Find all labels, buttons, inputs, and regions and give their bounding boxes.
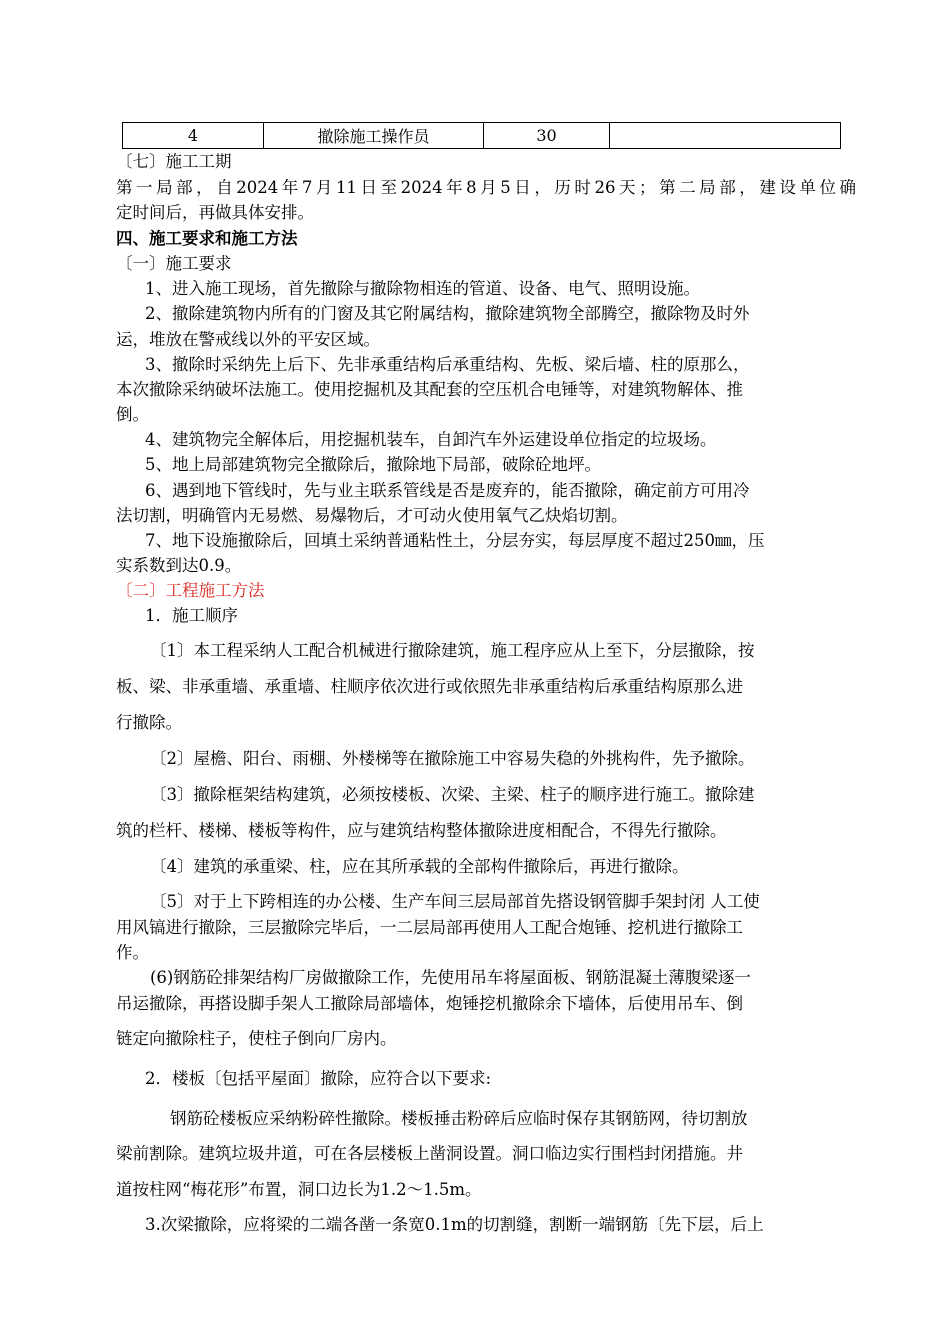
text-line: 本次撤除采纳破坏法施工。使用挖掘机及其配套的空压机合电锤等，对建筑物解体、推	[116, 380, 743, 399]
subsection-heading: 1．施工顺序	[145, 606, 238, 625]
text-line: 〔1〕本工程采纳人工配合机械进行撤除建筑，施工程序应从上至下，分层撤除，按	[150, 641, 755, 660]
text-line: 法切割，明确管内无易燃、易爆物后，才可动火使用氧气乙炔焰切割。	[116, 506, 628, 525]
text-line: 1、进入施工现场，首先撤除与撤除物相连的管道、设备、电气、照明设施。	[145, 279, 700, 298]
table-row	[123, 123, 841, 149]
table-cell-role: 撤除施工操作员	[264, 123, 484, 149]
text-line: 板、梁、非承重墙、承重墙、柱顺序依次进行或依照先非承重结构后承重结构原那么进	[116, 677, 743, 696]
text-line: 实系数到达0.9。	[116, 556, 242, 575]
text-line: 钢筋砼楼板应采纳粉碎性撤除。楼板捶击粉碎后应临时保存其钢筋网，待切割放	[170, 1109, 748, 1128]
subsection-heading: 2．楼板〔包括平屋面〕撤除，应符合以下要求:	[145, 1069, 492, 1088]
text-line: 梁前割除。建筑垃圾井道，可在各层楼板上凿洞设置。洞口临边实行围档封闭措施。井	[116, 1144, 743, 1163]
text-line: 定时间后，再做具体安排。	[116, 203, 314, 222]
table-cell-number: 4	[123, 123, 264, 149]
text-line: 7、地下设施撤除后，回填土采纳普通粘性土，分层夯实，每层厚度不超过250㎜，压	[145, 531, 765, 550]
text-line: 吊运撤除，再搭设脚手架人工撤除局部墙体，炮锤挖机撤除余下墙体，后使用吊车、倒	[116, 994, 743, 1013]
text-line: 5、地上局部建筑物完全撤除后，撤除地下局部，破除砼地坪。	[145, 455, 601, 474]
text-line: 运，堆放在警戒线以外的平安区域。	[116, 330, 380, 349]
text-line: 3.次梁撤除，应将梁的二端各凿一条宽0.1m的切割缝，割断一端钢筋〔先下层，后上	[145, 1215, 764, 1234]
text-line: 〔2〕屋檐、阳台、雨棚、外楼梯等在撤除施工中容易失稳的外挑构件，先予撤除。	[150, 749, 755, 768]
text-line: 2、撤除建筑物内所有的门窗及其它附属结构，撤除建筑物全部腾空，撤除物及时外	[145, 304, 750, 323]
table-cell-note	[610, 123, 841, 149]
text-line: 用风镐进行撤除，三层撤除完毕后，一二层局部再使用人工配合炮锤、挖机进行撤除工	[116, 918, 743, 937]
text-line: 作。	[116, 943, 149, 962]
section-heading-methods: 〔二〕工程施工方法	[116, 581, 265, 600]
section-heading-schedule: 〔七〕施工工期	[116, 152, 232, 171]
text-line: 第一局部，自2024年7月11日至2024年8月5日，历时26天；第二局部，建设单位确	[116, 178, 856, 197]
text-line: 6、遇到地下管线时，先与业主联系管线是否是废弃的，能否撤除，确定前方可用冷	[145, 481, 750, 500]
chapter-heading: 四、施工要求和施工方法	[116, 229, 298, 248]
text-line: 道按柱网“梅花形”布置，洞口边长为1.2～1.5m。	[116, 1180, 482, 1199]
section-heading-requirements: 〔一〕施工要求	[116, 254, 232, 273]
staff-table	[122, 122, 841, 149]
text-line: 3、撤除时采纳先上后下、先非承重结构后承重结构、先板、梁后墙、柱的原那么，	[145, 355, 750, 374]
text-line: 〔3〕撤除框架结构建筑，必须按楼板、次梁、主梁、柱子的顺序进行施工。撤除建	[150, 785, 755, 804]
text-line: 筑的栏杆、楼梯、楼板等构件，应与建筑结构整体撤除进度相配合，不得先行撤除。	[116, 821, 727, 840]
text-line: 4、建筑物完全解体后，用挖掘机装车，自卸汽车外运建设单位指定的垃圾场。	[145, 430, 717, 449]
table-cell-count: 30	[484, 123, 610, 149]
text-line: 〔5〕对于上下跨相连的办公楼、生产车间三层局部首先搭设钢管脚手架封闭 人工使	[150, 892, 760, 911]
text-line: (6)钢筋砼排架结构厂房做撤除工作，先使用吊车将屋面板、钢筋混凝土薄腹梁逐一	[150, 968, 751, 987]
text-line: 链定向撤除柱子，使柱子倒向厂房内。	[116, 1029, 397, 1048]
text-line: 〔4〕建筑的承重梁、柱，应在其所承载的全部构件撤除后，再进行撤除。	[150, 857, 689, 876]
text-line: 倒。	[116, 405, 149, 424]
text-line: 行撤除。	[116, 713, 182, 732]
